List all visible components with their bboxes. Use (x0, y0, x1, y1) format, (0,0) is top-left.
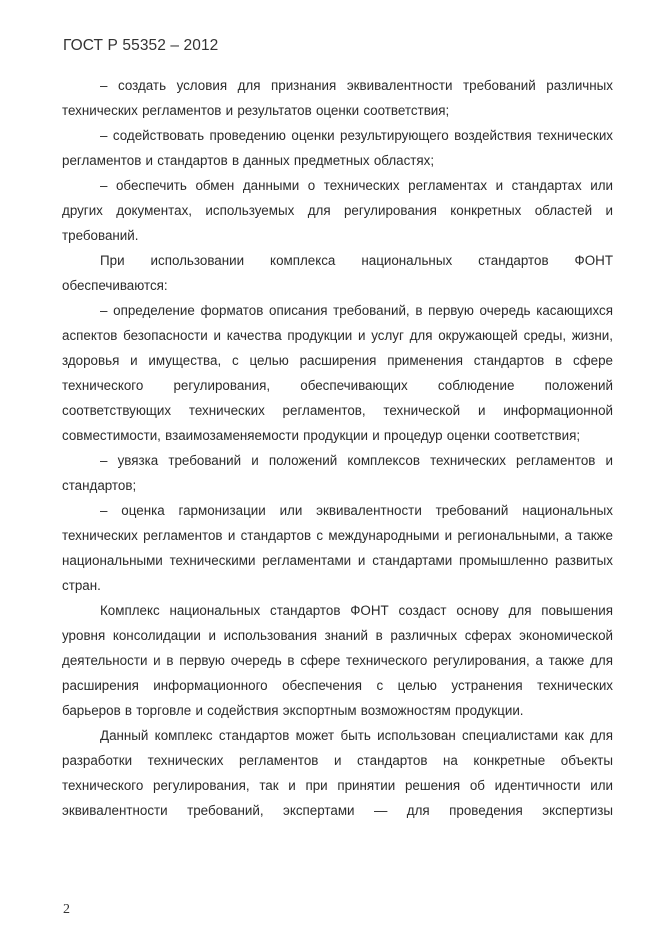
paragraph: – увязка требований и положений комплексов технических регламентов и стандартов; (62, 453, 613, 493)
paragraph: – создать условия для признания эквивалентности требований различных технических регламентов и результатов оценки соответствия; (62, 78, 613, 118)
page-number: 2 (63, 902, 70, 917)
document-body (62, 73, 613, 823)
paragraph: Данный комплекс стандартов может быть использован специалистами как для разработки технических регламентов и стандартов на конкретные объекты технического регулирования, так и при принятии решения об идентичности или эквивалентности требований, экспертами — для проведения экспертизы (62, 728, 613, 818)
paragraph: Комплекс национальных стандартов ФОНТ создаст основу для повышения уровня консолидации и использования знаний в различных сферах экономической деятельности и в первую очередь в сфере технического регулирования, а также для расширения информационного обеспечения с целью устранения технических барьеров в торговле и содействия экспортным возможностям продукции. (62, 603, 613, 718)
paragraph: – содействовать проведению оценки результирующего воздействия технических регламентов и стандартов в данных предметных областях; (62, 128, 613, 168)
paragraph: – определение форматов описания требований, в первую очередь касающихся аспектов безопасности и качества продукции и услуг для окружающей среды, жизни, здоровья и имущества, с целью расширения применения стандартов в сфере технического регулирования, обеспечивающих соблюдение положений соответствующих технических регламентов, технической и информационной совместимости, взаимозаменяемости продукции и процедур оценки соответствия; (62, 303, 613, 443)
paragraph: – оценка гармонизации или эквивалентности требований национальных технических регламентов и стандартов с международными и региональными, а также национальными техническими регламентами и стандартами промышленно развитых стран. (62, 503, 613, 593)
document-header: ГОСТ Р 55352 – 2012 (63, 37, 219, 54)
paragraph: – обеспечить обмен данными о технических регламентах и стандартах или других документах, используемых для регулирования конкретных областей и требований. (62, 178, 613, 243)
paragraph: При использовании комплекса национальных стандартов ФОНТ обеспечиваются: (62, 253, 613, 293)
